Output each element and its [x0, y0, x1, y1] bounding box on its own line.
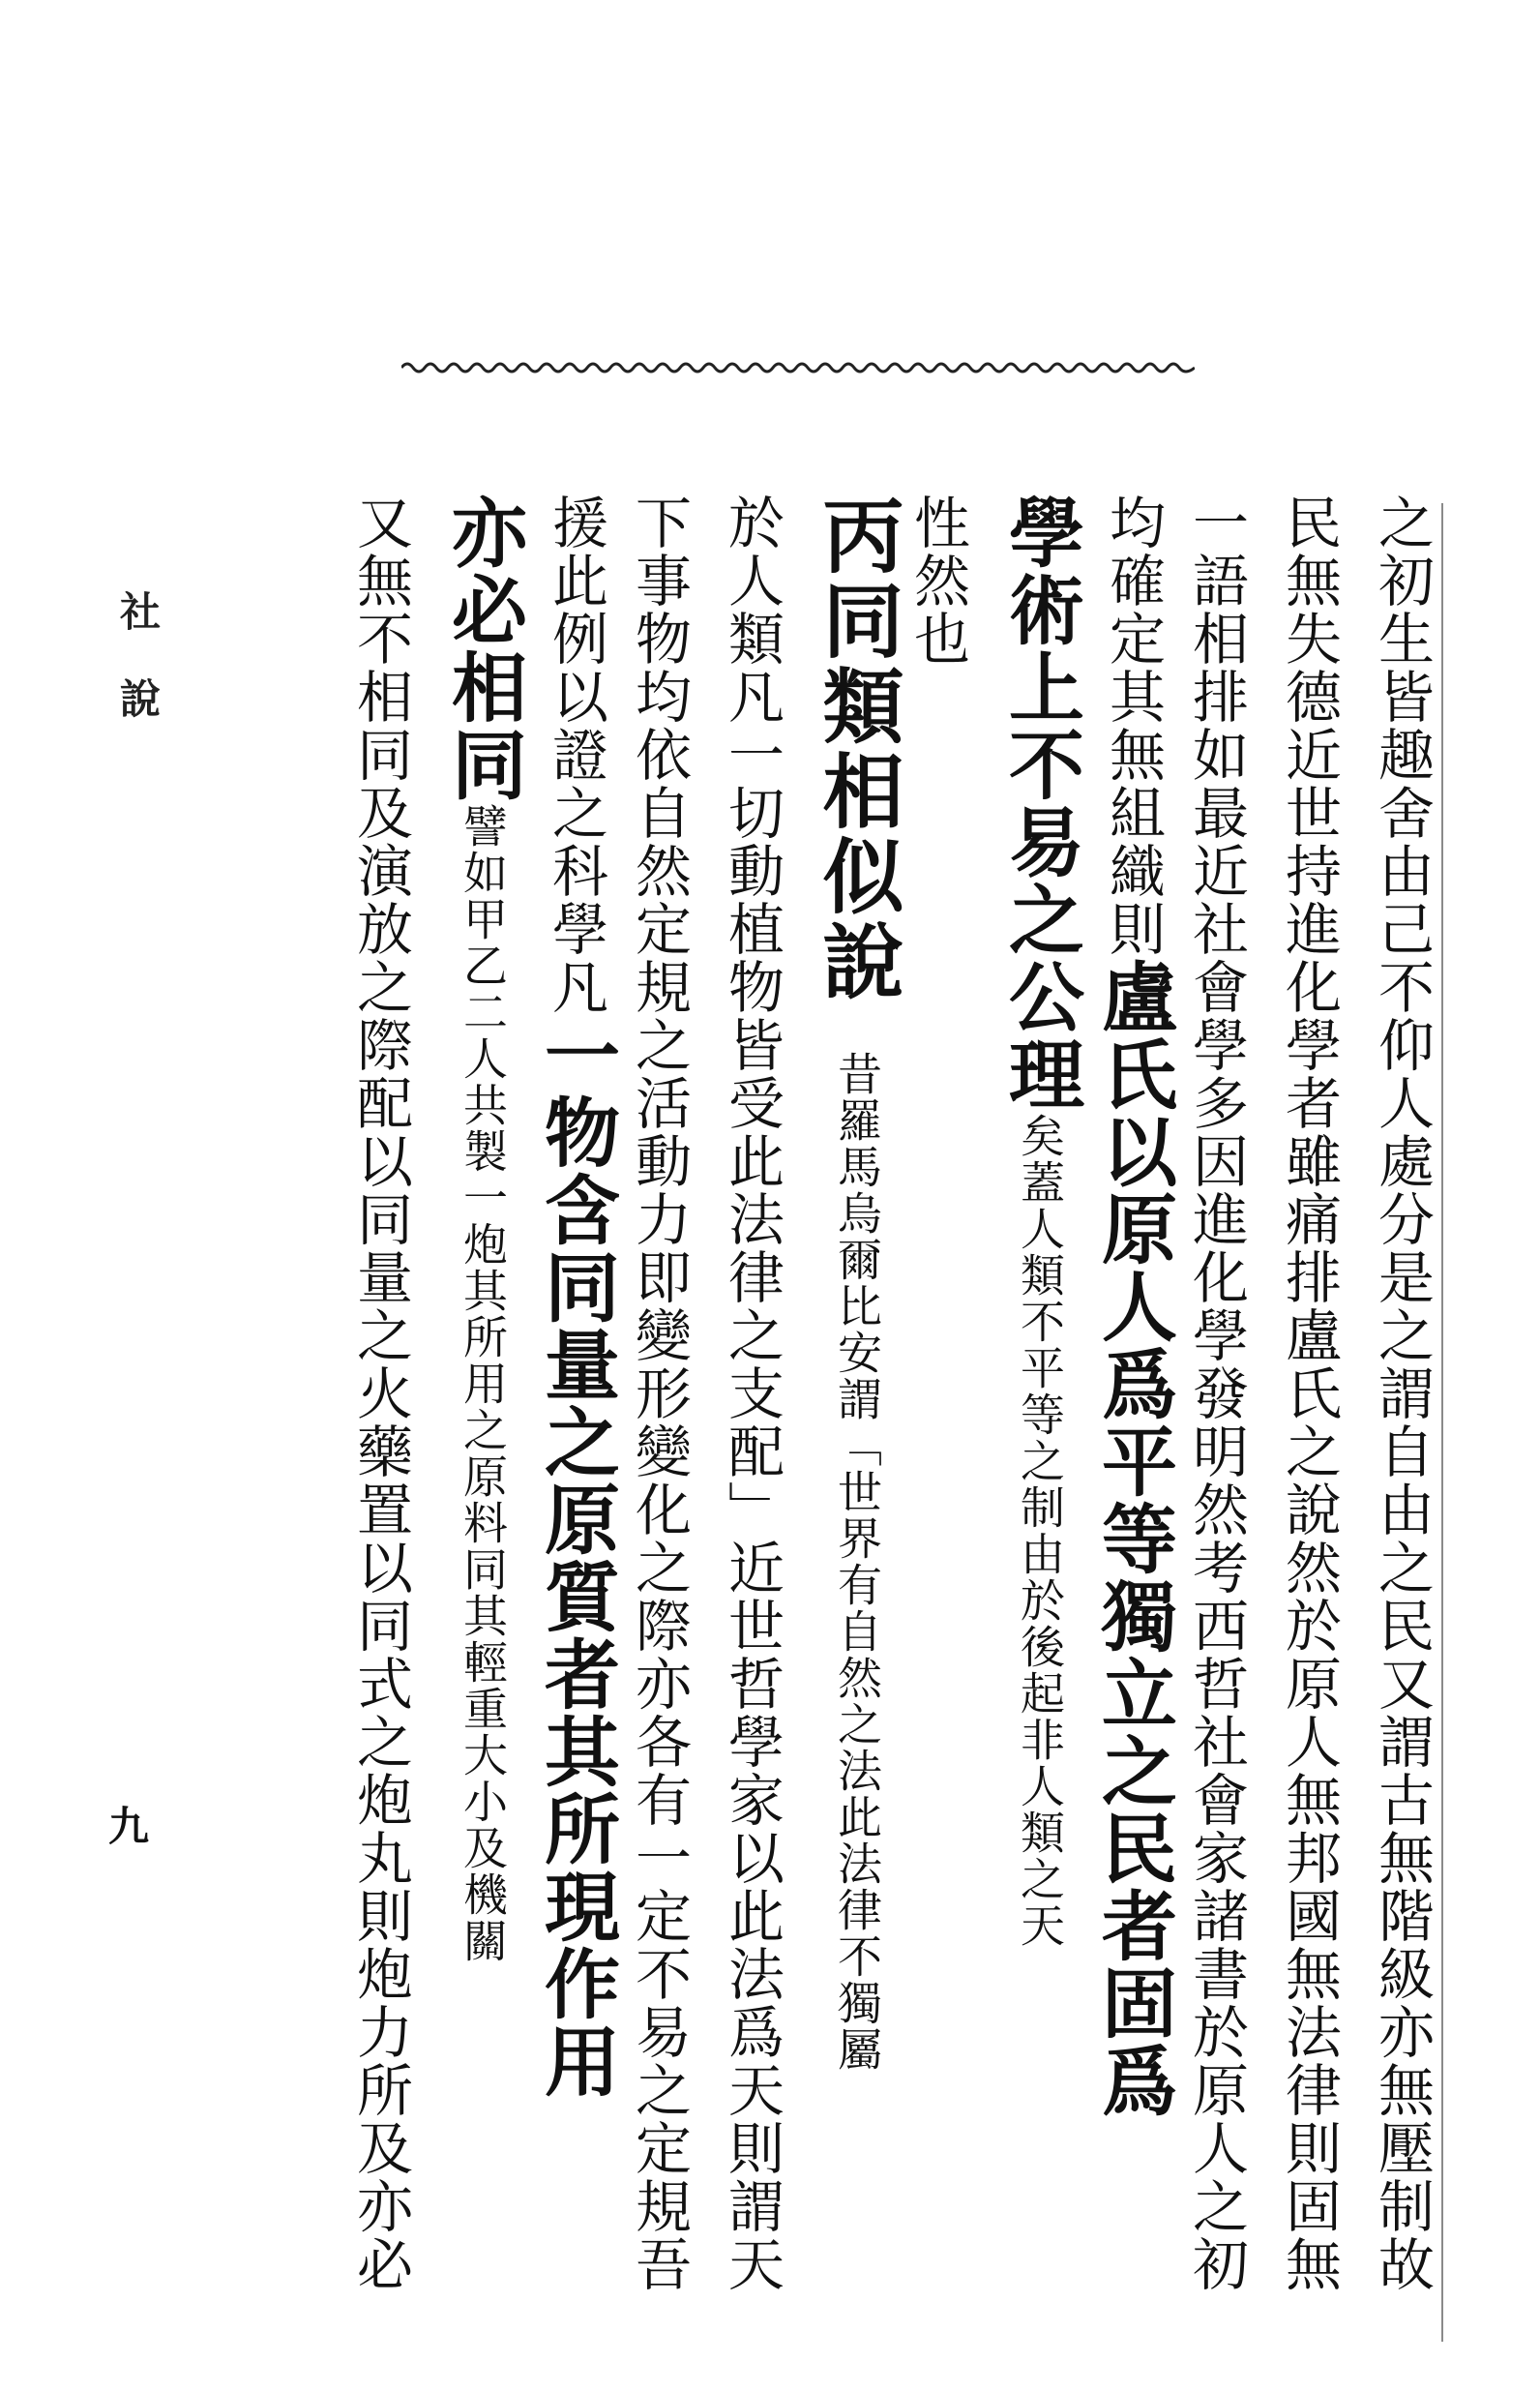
body-text: 又無不相同及演放之際配以同量之火藥置以同式之炮丸則炮力所及亦必	[347, 493, 413, 2293]
binding-edge-line	[1441, 503, 1443, 2342]
wavy-rule	[401, 356, 1195, 379]
text-column	[904, 493, 970, 668]
body-text: 性然也	[904, 493, 970, 668]
body-text: 譬如甲乙二人共製一炮其所用之原料同其輕重大小及機關	[457, 803, 509, 1964]
text-column	[1369, 493, 1435, 2293]
text-column	[996, 493, 1084, 1949]
text-column	[439, 493, 527, 1964]
text-column	[626, 493, 692, 2293]
emphasized-text: 學術上不易之公理	[996, 493, 1084, 1113]
text-column	[719, 493, 785, 2293]
emphasized-text: 盧氏以原人爲平等獨立之民者固爲	[1089, 958, 1177, 2119]
section-heading: 丙同類相似說	[810, 493, 905, 1004]
emphasized-text: 亦必相同	[439, 493, 527, 803]
body-text: 一語相排如最近社會學多因進化學發明然考西哲社會家諸書於原人之初	[1183, 493, 1249, 2293]
body-text: 下事物均依自然定規之活動力即變形變化之際亦各有一定不易之定規吾	[626, 493, 692, 2293]
text-column	[532, 493, 620, 2100]
body-text: 援此例以證之科學凡	[543, 493, 608, 1016]
text-column	[347, 493, 413, 2293]
text-column	[1089, 493, 1177, 2119]
body-text: 之初生皆趣舍由己不仰人處分是之謂自由之民又謂古無階級亦無壓制故	[1369, 493, 1435, 2293]
body-text: 矣蓋人類不平等之制由於後起非人類之天	[1014, 1113, 1066, 1949]
body-text: 昔羅馬烏爾比安謂「世界有自然之法此法律不獨屬	[831, 1004, 883, 2073]
body-text: 民無失德近世持進化學者雖痛排盧氏之說然於原人無邦國無法律則固無	[1276, 493, 1342, 2293]
emphasized-text: 一物含同量之原質者其所現作用	[532, 1016, 620, 2100]
body-text: 於人類凡一切動植物皆受此法律之支配」近世哲學家以此法爲天則謂天	[719, 493, 785, 2293]
page-number: 九	[108, 1803, 150, 1850]
section-header: 社說	[114, 590, 162, 764]
body-text: 均確定其無組織則	[1100, 493, 1166, 958]
text-column	[810, 493, 905, 2073]
text-column	[1183, 493, 1249, 2293]
text-column	[1276, 493, 1342, 2293]
